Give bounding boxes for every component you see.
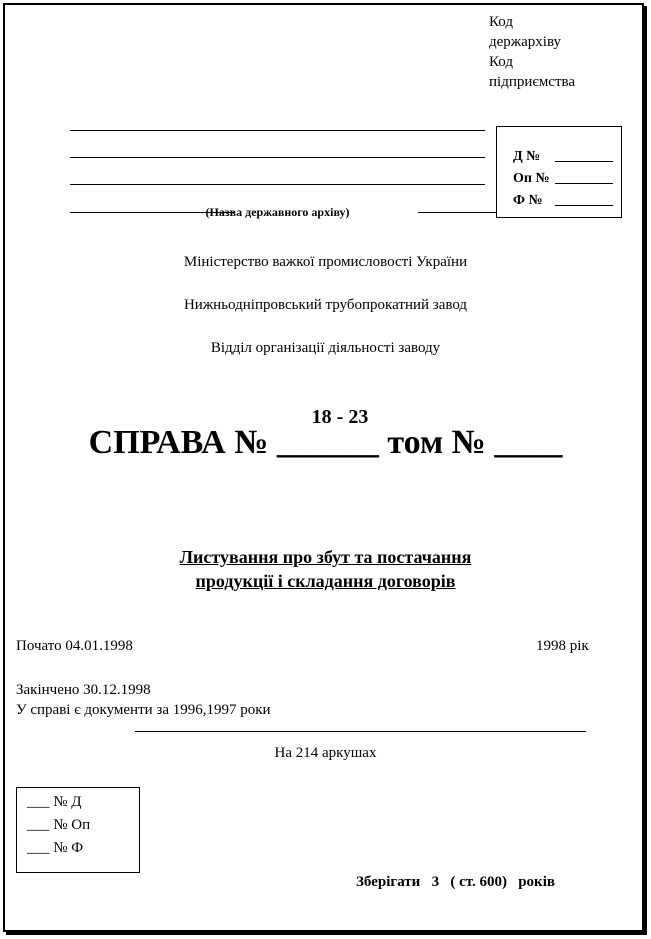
bottom-box-row-3: ___ № Ф — [27, 840, 84, 856]
fund-box-row-3: Ф № — [513, 193, 543, 209]
case-subject-line-1: Листування про збут та постачання — [179, 547, 472, 567]
sheets-count: На 214 аркушах — [274, 745, 377, 761]
fund-number-box — [496, 126, 622, 218]
started-date: Почато 04.01.1998 — [16, 638, 133, 654]
enterprise-name: Нижньодніпровський трубопрокатний завод — [183, 297, 468, 313]
case-number-value: 18 - 23 — [311, 406, 369, 428]
codes-block — [489, 12, 575, 92]
archive-name-line-1 — [70, 130, 485, 131]
ministry-name: Міністерство важкої промисловості України — [183, 254, 468, 270]
year: 1998 рік — [536, 638, 589, 654]
storage-period: Зберігати 3 ( ст. 600) років — [356, 874, 555, 890]
enterprise-code-label-2: підприємства — [489, 74, 576, 90]
fund-box-row-2: Оп № — [513, 171, 550, 187]
archive-name-line-2 — [70, 157, 485, 158]
separator-line — [135, 731, 586, 732]
fund-box-row-1: Д № — [513, 149, 540, 165]
archive-name-caption: (Назва державного архіву) — [205, 205, 350, 219]
case-subject-line-2: продукції і складання договорів — [195, 571, 456, 591]
case-subject — [0, 545, 651, 593]
archive-code-label-1: Код — [489, 14, 513, 30]
department-name: Відділ організації діяльності заводу — [210, 340, 441, 356]
case-title: СПРАВА № ______ том № ____ — [88, 424, 563, 461]
bottom-box-row-2: ___ № Оп — [27, 817, 91, 833]
bottom-box-row-1: ___ № Д — [27, 794, 82, 810]
bottom-fund-box — [16, 787, 140, 873]
documents-period: У справі є документи за 1996,1997 роки — [16, 702, 271, 718]
archive-code-label-2: держархіву — [489, 34, 562, 50]
finished-date: Закінчено 30.12.1998 — [16, 682, 151, 698]
enterprise-code-label-1: Код — [489, 54, 513, 70]
archive-name-line-3 — [70, 184, 485, 185]
